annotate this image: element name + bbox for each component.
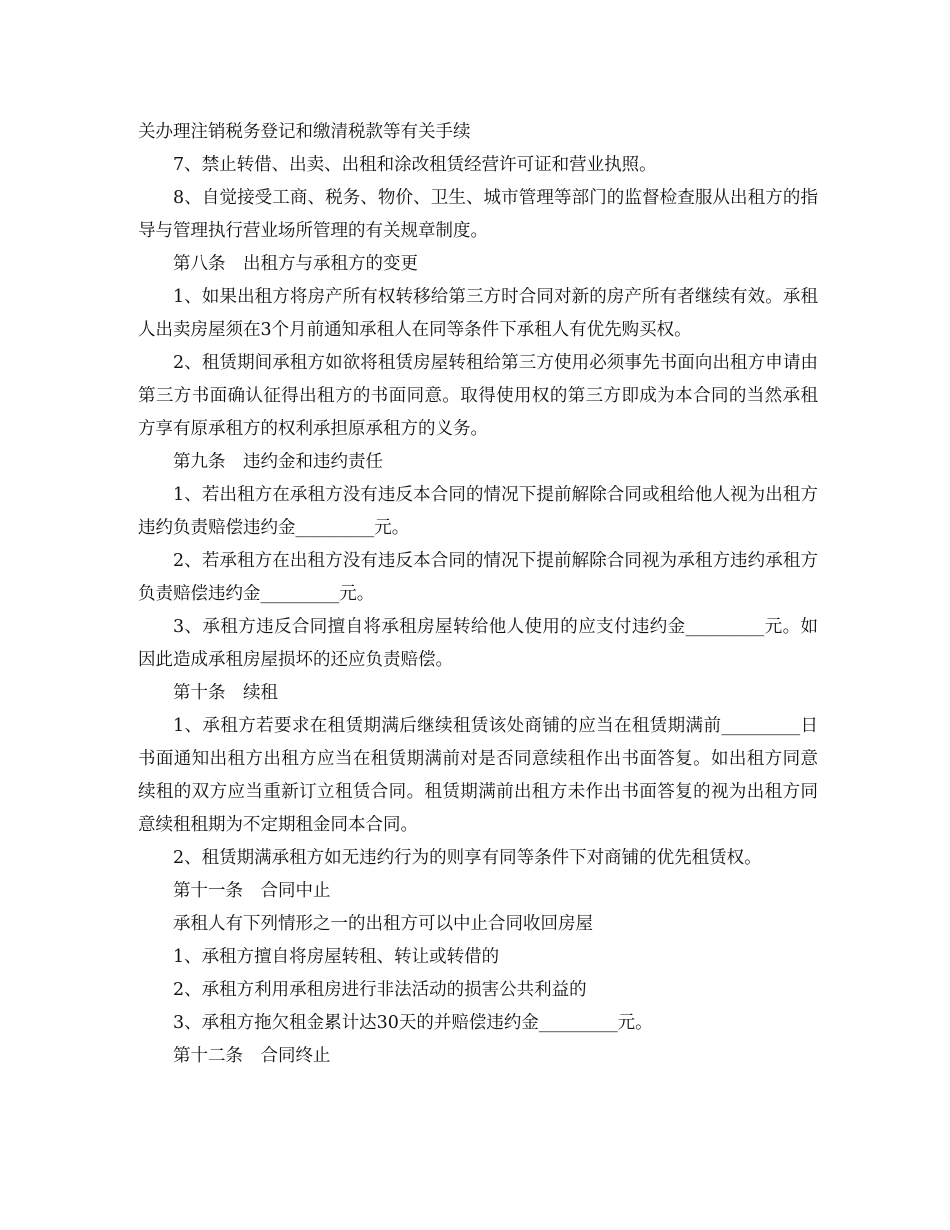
clause-11-1: 1、承租方擅自将房屋转租、转让或转借的 bbox=[173, 947, 500, 967]
article-11-heading: 第十一条 合同中止 bbox=[173, 881, 331, 901]
clause-8-2: 2、租赁期间承租方如欲将租赁房屋转租给第三方使用必须事先书面向出租方申请由第三方书面确认征得出租方的书面同意。取得使用权的第三方即成为本合同的当然承租方享有原承租方的权利承担原承租方的义务。 bbox=[138, 353, 818, 439]
clause-9-3: 3、承租方违反合同擅自将承租房屋转给他人使用的应支付违约金_________元。如因此造成承租房屋损坏的还应负责赔偿。 bbox=[138, 617, 818, 670]
clause-10-2: 2、租赁期满承租方如无违约行为的则享有同等条件下对商铺的优先租赁权。 bbox=[173, 848, 762, 868]
article-8-heading: 第八条 出租方与承租方的变更 bbox=[173, 254, 418, 274]
article-9-heading: 第九条 违约金和违约责任 bbox=[173, 452, 383, 472]
clause-11-2: 2、承租方利用承租房进行非法活动的损害公共利益的 bbox=[173, 980, 587, 1000]
article-10-heading: 第十条 续租 bbox=[173, 683, 278, 703]
paragraph-continuation: 关办理注销税务登记和缴清税款等有关手续 bbox=[138, 122, 471, 142]
clause-9-2: 2、若承租方在出租方没有违反本合同的情况下提前解除合同视为承租方违约承租方负责赔偿违约金_________元。 bbox=[138, 551, 818, 604]
clause-9-1: 1、若出租方在承租方没有违反本合同的情况下提前解除合同或租给他人视为出租方违约负责赔偿违约金_________元。 bbox=[138, 485, 818, 538]
article-12-heading: 第十二条 合同终止 bbox=[173, 1046, 331, 1066]
clause-7-7: 7、禁止转借、出卖、出租和涂改租赁经营许可证和营业执照。 bbox=[173, 155, 657, 175]
clause-10-1: 1、承租方若要求在租赁期满后继续租赁该处商铺的应当在租赁期满前_________日书面通知出租方出租方应当在租赁期满前对是否同意续租作出书面答复。如出租方同意续租的双方应当重新订立租赁合同。租赁期满前出租方未作出书面答复的视为出租方同意续租租期为不定期租金同本合同。 bbox=[138, 716, 818, 835]
article-11-intro: 承租人有下列情形之一的出租方可以中止合同收回房屋 bbox=[173, 914, 593, 934]
clause-7-8: 8、自觉接受工商、税务、物价、卫生、城市管理等部门的监督检查服从出租方的指导与管理执行营业场所管理的有关规章制度。 bbox=[138, 188, 818, 241]
clause-11-3: 3、承租方拖欠租金累计达30天的并赔偿违约金_________元。 bbox=[173, 1013, 653, 1033]
document-body bbox=[138, 116, 818, 1073]
clause-8-1: 1、如果出租方将房产所有权转移给第三方时合同对新的房产所有者继续有效。承租人出卖房屋须在3个月前通知承租人在同等条件下承租人有优先购买权。 bbox=[138, 287, 818, 340]
